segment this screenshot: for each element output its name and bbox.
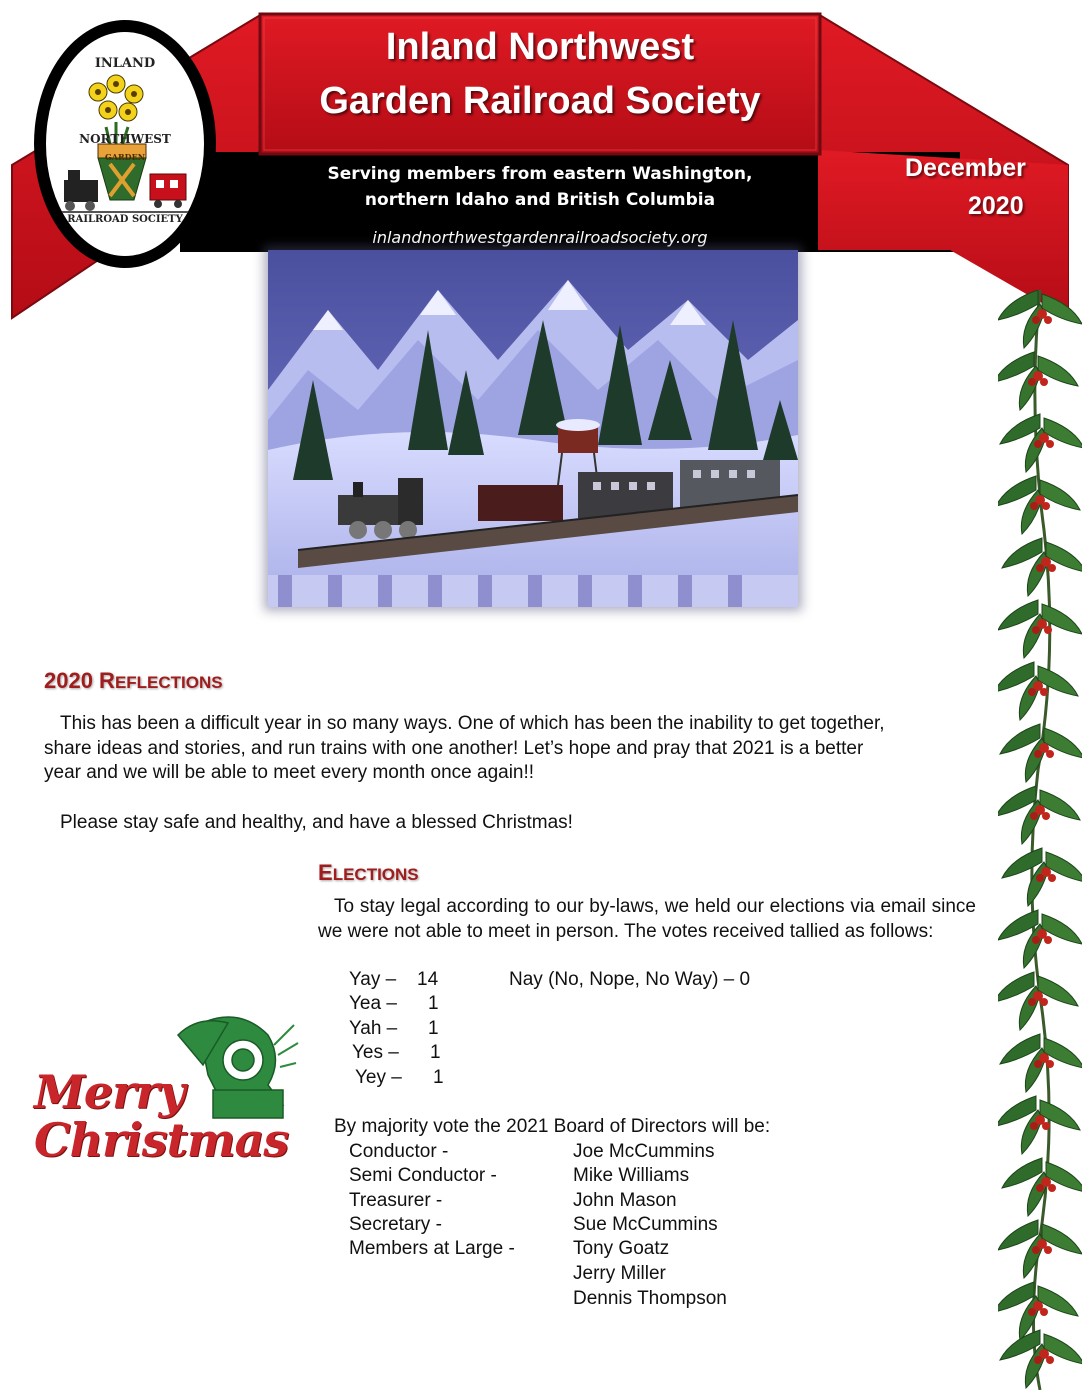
reflections-paragraph-2: Please stay safe and healthy, and have a blessed Christmas! xyxy=(60,812,573,833)
board-name: Joe McCummins xyxy=(573,1141,715,1162)
vote-count: 1 xyxy=(428,993,439,1014)
board-name: Tony Goatz xyxy=(573,1238,670,1259)
winter-train-photo xyxy=(268,250,798,607)
vote-count: 14 xyxy=(417,969,439,990)
christmas-text: Christmas xyxy=(34,1113,289,1167)
vote-label: Yes – xyxy=(352,1042,399,1063)
board-name: Dennis Thompson xyxy=(573,1288,727,1309)
logo-mid-word: NORTHWEST xyxy=(79,132,171,146)
merry-text: Merry xyxy=(34,1065,185,1119)
vote-label: Yea – xyxy=(349,993,397,1014)
merry-christmas-graphic xyxy=(28,1005,300,1175)
board-role: Semi Conductor - xyxy=(349,1165,497,1186)
vote-count: 1 xyxy=(433,1067,444,1088)
board-name: Jerry Miller xyxy=(573,1263,666,1284)
board-name: Mike Williams xyxy=(573,1165,690,1186)
reflections-heading xyxy=(44,668,223,694)
logo-bottom-word: RAILROAD SOCIETY xyxy=(67,214,183,225)
board-role: Secretary - xyxy=(349,1214,442,1235)
vote-row xyxy=(349,969,396,991)
elections-heading xyxy=(318,860,419,886)
reflections-heading-rest: EFLECTIONS xyxy=(114,673,223,692)
board-name: Sue McCummins xyxy=(573,1214,718,1235)
board-role: Treasurer - xyxy=(349,1190,443,1211)
website-link[interactable]: inlandnorthwestgardenrailroadsociety.org xyxy=(372,228,708,247)
newsletter-title-line2: Garden Railroad Society xyxy=(319,80,761,122)
reflections-heading-prefix: 2020 R xyxy=(44,668,115,693)
flower-train-logo-icon xyxy=(46,72,204,222)
board-role: Members at Large - xyxy=(349,1238,515,1259)
elections-intro: To stay legal according to our by-laws, we held our elections via email since we were not able to meet in person. The votes received tallied as follows: xyxy=(318,896,976,942)
subtitle-line2: northern Idaho and British Columbia xyxy=(364,190,716,210)
vote-label: Yey – xyxy=(355,1067,402,1088)
issue-month: December xyxy=(905,154,1026,182)
vote-label: Yah – xyxy=(349,1018,398,1039)
vote-label: Yay – xyxy=(349,969,397,990)
board-role: Conductor - xyxy=(349,1141,449,1162)
logo-sign-word: GARDEN xyxy=(104,152,146,162)
reflections-paragraph-1: This has been a difficult year in so many ways. One of which has been the inability to get together, share ideas and stories, and run trains with one another! Let’s hope and pray that 2021 is a better year and we will be able to meet every month once again!! xyxy=(44,713,885,783)
board-name: John Mason xyxy=(573,1190,677,1211)
vote-count: 1 xyxy=(430,1042,441,1063)
issue-year: 2020 xyxy=(968,192,1024,220)
newsletter-title-line1: Inland Northwest xyxy=(385,26,695,68)
holly-garland-icon xyxy=(998,290,1082,1390)
elections-heading-prefix: E xyxy=(318,860,333,885)
society-logo xyxy=(34,20,216,268)
nay-vote: Nay (No, Nope, No Way) – 0 xyxy=(509,969,751,990)
elections-heading-rest: LECTIONS xyxy=(332,865,419,884)
subtitle-line1: Serving members from eastern Washington, xyxy=(327,164,753,184)
vote-count: 1 xyxy=(428,1018,439,1039)
board-intro: By majority vote the 2021 Board of Directors will be: xyxy=(334,1116,771,1137)
snowy-train-scene-image xyxy=(268,250,798,607)
logo-top-word: INLAND xyxy=(94,56,156,71)
